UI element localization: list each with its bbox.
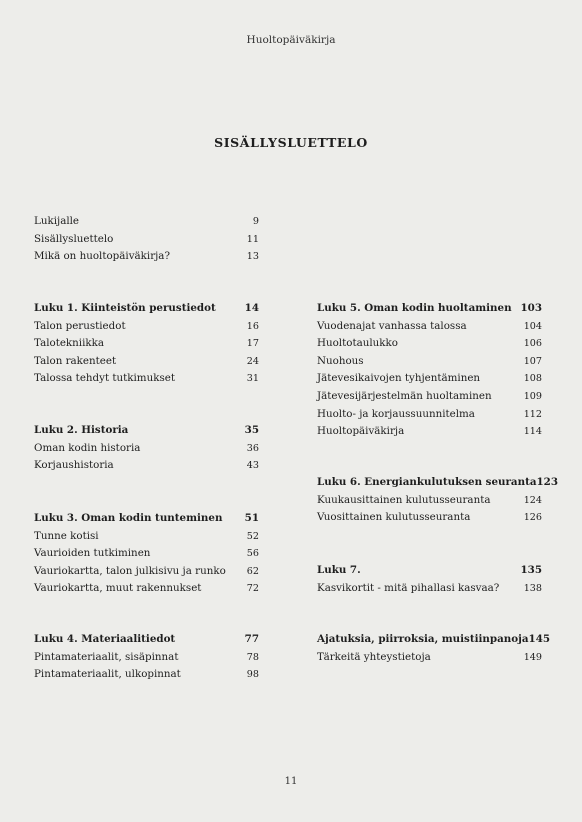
toc-chapter-heading[interactable] [34, 631, 259, 649]
toc-entry-label: Vaurioiden tutkiminen [34, 547, 151, 560]
toc-entry-label: Huolto- ja korjaussuunnitelma [317, 407, 475, 420]
toc-entry-label: Tunne kotisi [34, 529, 99, 542]
toc-entry-page: 72 [246, 583, 259, 595]
toc-chapter-page: 103 [520, 302, 542, 314]
toc-chapter-title: Luku 2. Historia [34, 424, 129, 436]
toc-chapter-page: 51 [244, 512, 259, 524]
toc-entry-page: 108 [523, 373, 542, 385]
toc-section-luku-2 [34, 422, 259, 475]
toc-entry-page: 126 [523, 512, 542, 524]
toc-entry[interactable] [34, 457, 259, 475]
toc-chapter-title: Luku 5. Oman kodin huoltaminen [317, 302, 512, 314]
toc-chapter-page: 135 [520, 564, 542, 576]
toc-chapter-heading[interactable] [317, 631, 551, 649]
toc-chapter-page: 77 [244, 633, 259, 645]
toc-entry[interactable] [317, 388, 542, 406]
toc-entry-label: Tärkeitä yhteystietoja [317, 650, 431, 663]
toc-entry[interactable] [34, 649, 259, 667]
toc-chapter-title: Luku 3. Oman kodin tunteminen [34, 512, 223, 524]
toc-chapter-page: 14 [244, 302, 259, 314]
page-number: 11 [284, 776, 298, 787]
toc-entry-page: 112 [523, 408, 542, 420]
toc-entry-label: Nuohous [317, 354, 364, 367]
toc-entry[interactable] [34, 528, 259, 546]
toc-entry[interactable] [34, 335, 259, 353]
toc-entry-label: Oman kodin historia [34, 441, 141, 454]
toc-chapter-page: 35 [244, 424, 259, 436]
toc-title: SISÄLLYSLUETTELO [214, 135, 368, 150]
toc-entry[interactable] [34, 545, 259, 563]
toc-chapter-heading[interactable] [317, 474, 559, 492]
toc-chapter-title: Luku 7. [317, 564, 361, 576]
toc-entry[interactable] [317, 509, 542, 527]
toc-entry-page: 43 [246, 460, 259, 472]
toc-entry-page: 62 [246, 565, 259, 577]
toc-entry[interactable] [34, 666, 259, 684]
toc-entry-label: Vauriokartta, muut rakennukset [34, 582, 202, 595]
toc-entry-label: Kuukausittainen kulutusseuranta [317, 493, 491, 506]
toc-chapter-heading[interactable] [317, 300, 542, 318]
toc-entry-label: Talon rakenteet [34, 354, 117, 367]
toc-entry-page: 124 [523, 494, 542, 506]
toc-entry-page: 52 [246, 530, 259, 542]
toc-entry-label: Huoltopäiväkirja [317, 425, 405, 438]
toc-entry-page: 98 [246, 669, 259, 681]
toc-entry-page: 56 [246, 548, 259, 560]
toc-entry-page: 16 [246, 320, 259, 332]
toc-chapter-heading[interactable] [34, 510, 259, 528]
toc-chapter-page: 145 [528, 633, 551, 645]
toc-entry-page: 24 [246, 355, 259, 367]
toc-entry-page: 36 [246, 442, 259, 454]
toc-entry[interactable] [34, 370, 259, 388]
toc-entry[interactable] [34, 213, 259, 231]
toc-section-luku-6 [317, 474, 559, 527]
toc-entry[interactable] [317, 423, 542, 441]
toc-entry[interactable] [317, 318, 542, 336]
toc-entry[interactable] [34, 580, 259, 598]
toc-entry-label: Pintamateriaalit, ulkopinnat [34, 668, 181, 681]
toc-chapter-heading[interactable] [34, 300, 259, 318]
toc-entry-page: 9 [252, 216, 259, 227]
toc-entry-label: Korjaushistoria [34, 459, 114, 472]
toc-entry[interactable] [317, 492, 542, 510]
toc-entry[interactable] [34, 440, 259, 458]
toc-entry-label: Kasvikortit - mitä pihallasi kasvaa? [317, 581, 500, 594]
toc-entry[interactable] [34, 353, 259, 371]
toc-entry-label: Huoltotaulukko [317, 337, 398, 350]
toc-chapter-heading[interactable] [317, 562, 542, 580]
toc-entry[interactable] [317, 370, 542, 388]
toc-section-luku-7 [317, 562, 542, 597]
toc-intro [34, 213, 259, 266]
toc-chapter-title: Ajatuksia, piirroksia, muistiinpanoja [317, 633, 529, 645]
toc-chapter-title: Luku 6. Energiankulutuksen seuranta [317, 476, 537, 488]
toc-entry-page: 13 [246, 251, 259, 263]
toc-entry[interactable] [317, 353, 542, 371]
toc-section-luku-1 [34, 300, 259, 388]
toc-entry[interactable] [317, 335, 542, 353]
toc-entry-page: 109 [523, 390, 542, 402]
running-header: Huoltopäiväkirja [246, 34, 336, 46]
toc-entry-page: 114 [523, 426, 542, 438]
toc-entry-label: Vuodenajat vanhassa talossa [317, 319, 467, 332]
toc-entry-page: 138 [523, 582, 542, 594]
toc-chapter-title: Luku 1. Kiinteistön perustiedot [34, 302, 216, 314]
toc-section-luku-5 [317, 300, 542, 441]
toc-entry-page: 11 [246, 233, 259, 245]
toc-entry-page: 17 [246, 338, 259, 350]
toc-entry[interactable] [317, 580, 542, 598]
toc-entry[interactable] [317, 406, 542, 424]
toc-entry-label: Vuosittainen kulutusseuranta [317, 511, 471, 524]
toc-entry-page: 104 [523, 320, 542, 332]
toc-entry-label: Pintamateriaalit, sisäpinnat [34, 650, 179, 663]
toc-entry-label: Lukijalle [34, 215, 80, 227]
toc-entry-label: Jätevesikaivojen tyhjentäminen [317, 372, 481, 385]
toc-chapter-heading[interactable] [34, 422, 259, 440]
toc-entry-page: 107 [523, 355, 542, 367]
toc-entry-page: 78 [246, 651, 259, 663]
toc-entry-label: Talon perustiedot [34, 319, 126, 332]
toc-entry-label: Vauriokartta, talon julkisivu ja runko [34, 564, 226, 577]
toc-chapter-title: Luku 4. Materiaalitiedot [34, 633, 176, 645]
toc-section-luku-4 [34, 631, 259, 684]
toc-entry[interactable] [34, 231, 259, 249]
toc-entry[interactable] [34, 318, 259, 336]
toc-section-luku-3 [34, 510, 259, 598]
toc-entry[interactable] [317, 649, 542, 667]
toc-entry-label: Sisällysluettelo [34, 232, 114, 245]
toc-entry-label: Talossa tehdyt tutkimukset [34, 372, 175, 385]
toc-entry-page: 149 [523, 651, 542, 663]
toc-entry-label: Jätevesijärjestelmän huoltaminen [317, 389, 492, 402]
toc-entry[interactable] [34, 248, 259, 266]
toc-entry-page: 106 [523, 338, 542, 350]
toc-entry[interactable] [34, 563, 259, 581]
toc-section-notes [317, 631, 551, 666]
toc-entry-label: Talotekniikka [34, 337, 105, 350]
toc-entry-label: Mikä on huoltopäiväkirja? [34, 250, 170, 263]
toc-entry-page: 31 [246, 373, 259, 385]
toc-chapter-page: 123 [536, 476, 559, 488]
